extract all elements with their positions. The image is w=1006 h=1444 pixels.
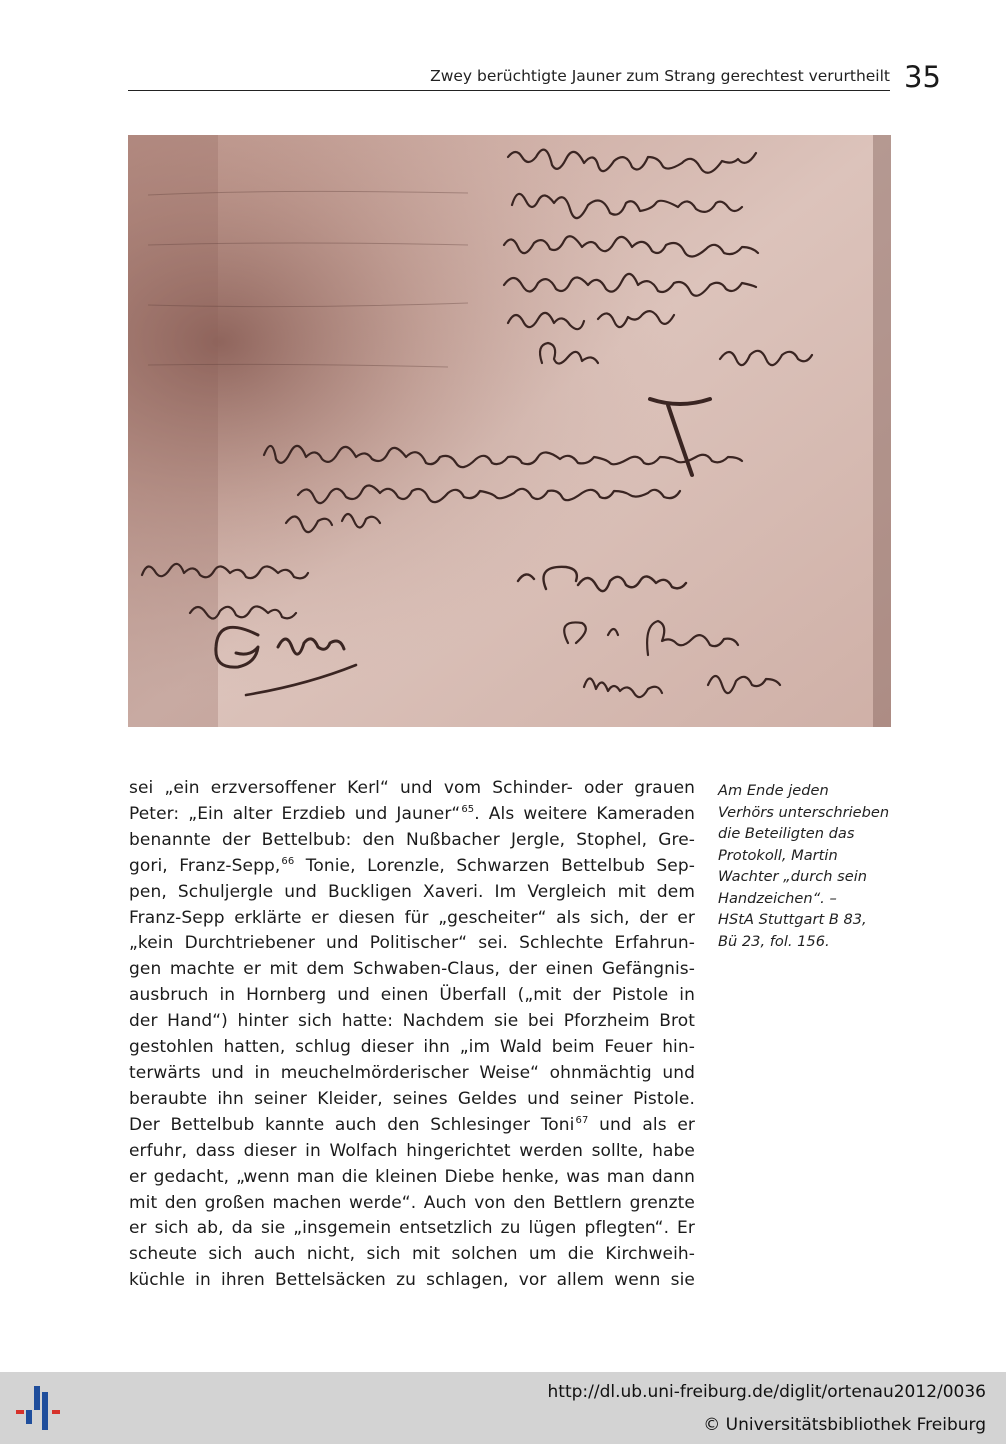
body-text-fragment: Der Bettelbub kannte auch den Schlesinger Toni: [129, 1114, 575, 1135]
caption-line: die Beteiligten das: [718, 825, 855, 842]
body-line: „kein Durchtriebener und Politischer“ sei. Schlechte Erfahrun-: [129, 933, 695, 954]
body-line: pen, Schuljergle und Buckligen Xaveri. Im Vergleich mit dem: [129, 881, 695, 902]
footnote-ref-67[interactable]: 67: [575, 1114, 589, 1126]
caption-line: Protokoll, Martin: [718, 846, 838, 864]
figure-caption: [718, 780, 898, 952]
body-line: Franz-Sepp erklärte er diesen für „gescheiter“ als sich, der er: [129, 907, 695, 928]
body-line: der Hand“) hinter sich hatte: Nachdem sie bei Pforzheim Brot: [129, 1011, 695, 1032]
body-line: terwärts und in meuchelmörderischer Weise“ ohnmächtig und: [129, 1062, 695, 1083]
body-line: [129, 802, 695, 828]
body-text-fragment: und als er: [588, 1114, 695, 1135]
body-line: [129, 1113, 695, 1139]
manuscript-image: [128, 135, 891, 727]
body-line: beraubte ihn seiner Kleider, seines Geldes und seiner Pistole.: [129, 1088, 695, 1109]
footnote-ref-66[interactable]: 66: [281, 855, 295, 867]
body-line: er sich ab, da sie „insgemein entsetzlich zu lügen pflegten“. Er: [129, 1218, 695, 1239]
body-line: [129, 854, 695, 880]
body-line: mit den großen machen werde“. Auch von den Bettlern grenzte: [129, 1192, 695, 1213]
footnote-ref-65[interactable]: 65: [461, 803, 475, 815]
body-text-fragment: Tonie, Lorenzle, Schwarzen Bettelbub Sep-: [294, 855, 695, 876]
caption-line: Am Ende jeden: [718, 782, 829, 799]
body-line: gestohlen hatten, schlug dieser ihn „im Wald beim Feuer hin-: [129, 1037, 695, 1058]
body-line: scheute sich auch nicht, sich mit solchen um die Kirchweih-: [129, 1244, 695, 1265]
viewer-footer: [0, 1372, 1006, 1444]
body-line: ausbruch in Hornberg und einen Überfall („mit der Pistole in: [129, 985, 695, 1006]
caption-line: HStA Stuttgart B 83,: [718, 911, 867, 928]
caption-line: Bü 23, fol. 156.: [718, 932, 830, 950]
body-text-fragment: Peter: „Ein alter Erzdieb und Jauner“: [129, 803, 461, 824]
body-text: [129, 776, 695, 1294]
body-line: erfuhr, dass dieser in Wolfach hingerichtet werden sollte, habe: [129, 1140, 695, 1161]
caption-line: Wachter „durch sein: [718, 868, 868, 885]
body-line: küchle in ihren Bettelsäcken zu schlagen, vor allem wenn sie: [129, 1270, 695, 1291]
body-text-fragment: . Als weitere Kameraden: [474, 803, 695, 824]
body-line: benannte der Bettelbub: den Nußbacher Jergle, Stophel, Gre-: [129, 829, 695, 850]
body-text-fragment: gori, Franz-Sepp,: [129, 855, 281, 876]
body-line: er gedacht, „wenn man die kleinen Diebe henke, was man dann: [129, 1166, 695, 1187]
permalink-url[interactable]: http://dl.ub.uni-freiburg.de/diglit/ortenau2012/0036: [547, 1382, 986, 1402]
page-number: 35: [904, 60, 941, 94]
ub-freiburg-logo-icon[interactable]: [12, 1380, 64, 1436]
running-head: [128, 62, 890, 91]
running-title: Zwey berüchtigte Jauner zum Strang gerechtest verurtheilt: [430, 67, 890, 85]
body-line: gen machte er mit dem Schwaben-Claus, der einen Gefängnis-: [129, 959, 695, 980]
caption-line: Verhörs unterschrieben: [718, 803, 890, 821]
copyright-notice: © Universitätsbibliothek Freiburg: [703, 1415, 986, 1435]
caption-line: Handzeichen“. –: [718, 889, 837, 907]
body-line: sei „ein erzversoffener Kerl“ und vom Schinder- oder grauen: [129, 778, 695, 798]
manuscript-scan: [128, 135, 891, 727]
